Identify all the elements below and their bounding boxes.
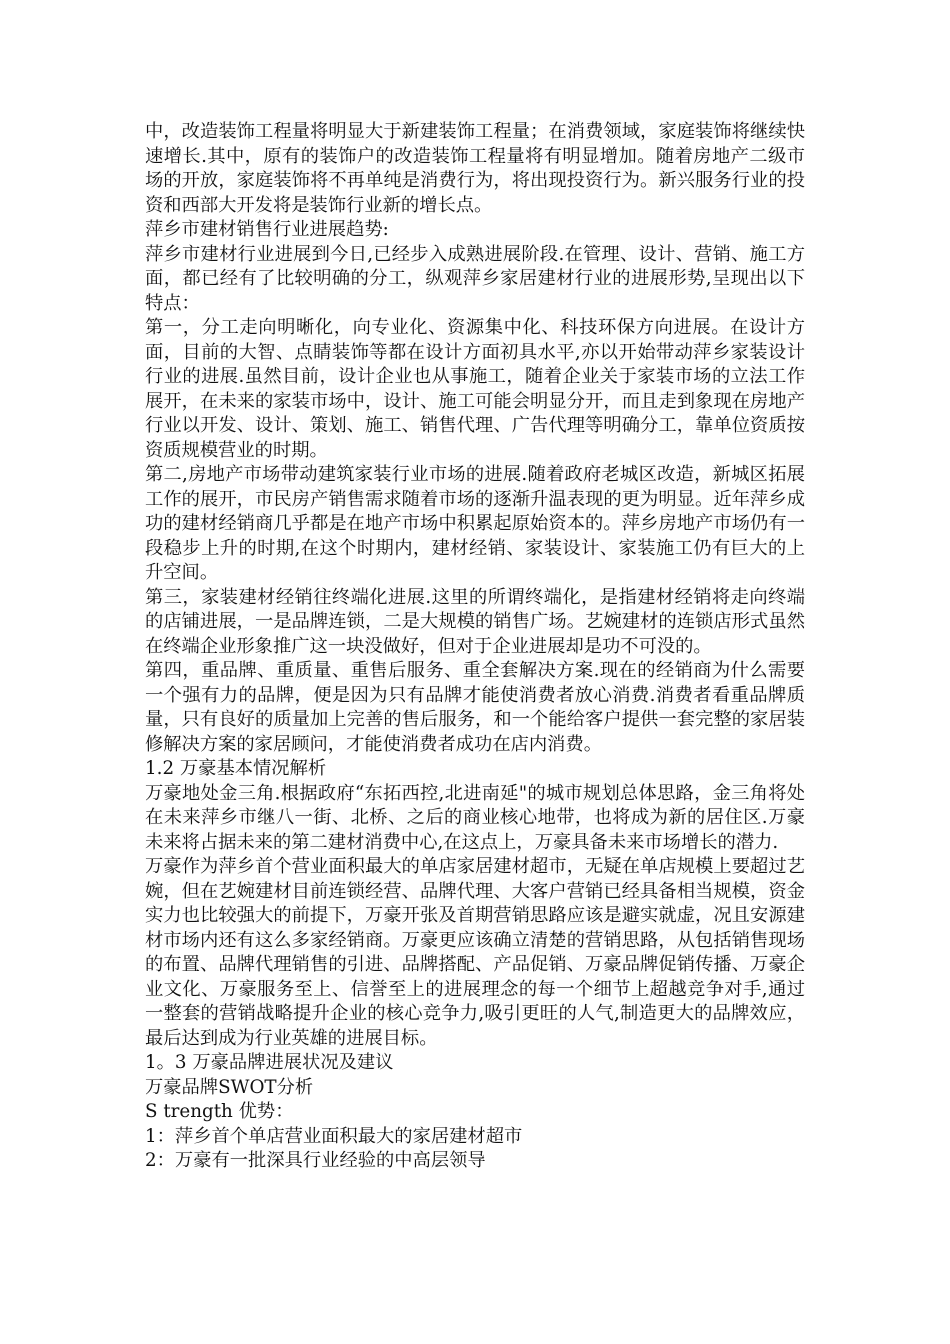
paragraph-intro-continuation: 中，改造装饰工程量将明显大于新建装饰工程量；在消费领域，家庭装饰将继续快速增长.其中，原有的装饰户的改造装饰工程量将有明显增加。随着房地产二级市场的开放，家庭装饰将不再单纯是消费行为，将出现投资行为。新兴服务行业的投资和西部大开发将是装饰行业新的增长点。 bbox=[145, 121, 805, 216]
paragraph-point-four: 第四，重品牌、重质量、重售后服务、重全套解决方案.现在的经销商为什么需要一个强有力的品牌，便是因为只有品牌才能使消费者放心消费.消费者看重品牌质量，只有良好的质量加上完善的售后服务，和一个能给客户提供一套完整的家居装修解决方案的家居顾问，才能使消费者成功在店内消费。 bbox=[145, 660, 805, 755]
heading-strength: S trength 优势： bbox=[145, 1101, 294, 1122]
paragraph-point-two: 第二,房地产市场带动建筑家装行业市场的进展.随着政府老城区改造，新城区拓展工作的展开，市民房产销售需求随着市场的逐渐升温表现的更为明显。近年萍乡成功的建材经销商几乎都是在地产市场中积累起原始资本的。萍乡房地产市场仍有一段稳步上升的时期,在这个时期内，建材经销、家装设计、家装施工仍有巨大的上升空间。 bbox=[145, 464, 805, 583]
list-item-strength-2: 2：万豪有一批深具行业经验的中高层领导 bbox=[145, 1150, 486, 1171]
list-item-strength-1: 1：萍乡首个单店营业面积最大的家居建材超市 bbox=[145, 1125, 523, 1147]
paragraph-strategy: 万豪作为萍乡首个营业面积最大的单店家居建材超市，无疑在单店规模上要超过艺婉，但在艺婉建材目前连锁经营、品牌代理、大客户营销已经具备相当规模，资金实力也比较强大的前提下，万豪开张及首期营销思路应该是避实就虚，况且安源建材市场内还有这么多家经销商。万豪更应该确立清楚的营销思路，从包括销售现场的布置、品牌代理销售的引进、品牌搭配、产品促销、万豪品牌促销传播、万豪企业文化、万豪服务至上、信誉至上的进展理念的每一个细节上超越竞争对手,通过一整套的营销战略提升企业的核心竞争力,吸引更旺的人气,制造更大的品牌效应，最后达到成为行业英雄的进展目标。 bbox=[145, 856, 805, 1049]
paragraph-industry-overview: 萍乡市建材行业进展到今日,已经步入成熟进展阶段.在管理、设计、营销、施工方面，都已经有了比较明确的分工，纵观萍乡家居建材行业的进展形势,呈现出以下特点： bbox=[145, 243, 805, 314]
paragraph-point-three: 第三，家装建材经销往终端化进展.这里的所谓终端化，是指建材经销将走向终端的店铺进展，一是品牌连锁，二是大规模的销售广场。艺婉建材的连锁店形式虽然在终端企业形象推广这一块没做好，但对于企业进展却是功不可没的。 bbox=[145, 586, 805, 657]
paragraph-location: 万豪地处金三角.根据政府“东拓西控,北进南延"的城市规划总体思路，金三角将处在未来萍乡市继八一街、北桥、之后的商业核心地带，也将成为新的居住区.万豪未来将占据未来的第二建材消费中心,在这点上，万豪具备未来市场增长的潜力. bbox=[145, 782, 805, 853]
heading-swot: 万豪品牌SWOT分析 bbox=[145, 1076, 314, 1098]
heading-section-1-2: 1.2 万豪基本情况解析 bbox=[145, 758, 327, 779]
paragraph-point-one: 第一，分工走向明晰化，向专业化、资源集中化、科技环保方向进展。在设计方面，目前的大智、点睛装饰等都在设计方面初具水平,亦以开始带动萍乡家装设计行业的进展.虽然目前，设计企业也从事施工，随着企业关于家装市场的立法工作展开，在未来的家装市场中，设计、施工可能会明显分开，而且走到象现在房地产行业以开发、设计、策划、施工、销售代理、广告代理等明确分工，靠单位资质按资质规模营业的时期。 bbox=[145, 317, 805, 461]
heading-section-1-3: 1。3 万豪品牌进展状况及建议 bbox=[145, 1052, 394, 1073]
document-body bbox=[145, 120, 805, 1174]
heading-trends: 萍乡市建材销售行业进展趋势: bbox=[145, 219, 389, 240]
